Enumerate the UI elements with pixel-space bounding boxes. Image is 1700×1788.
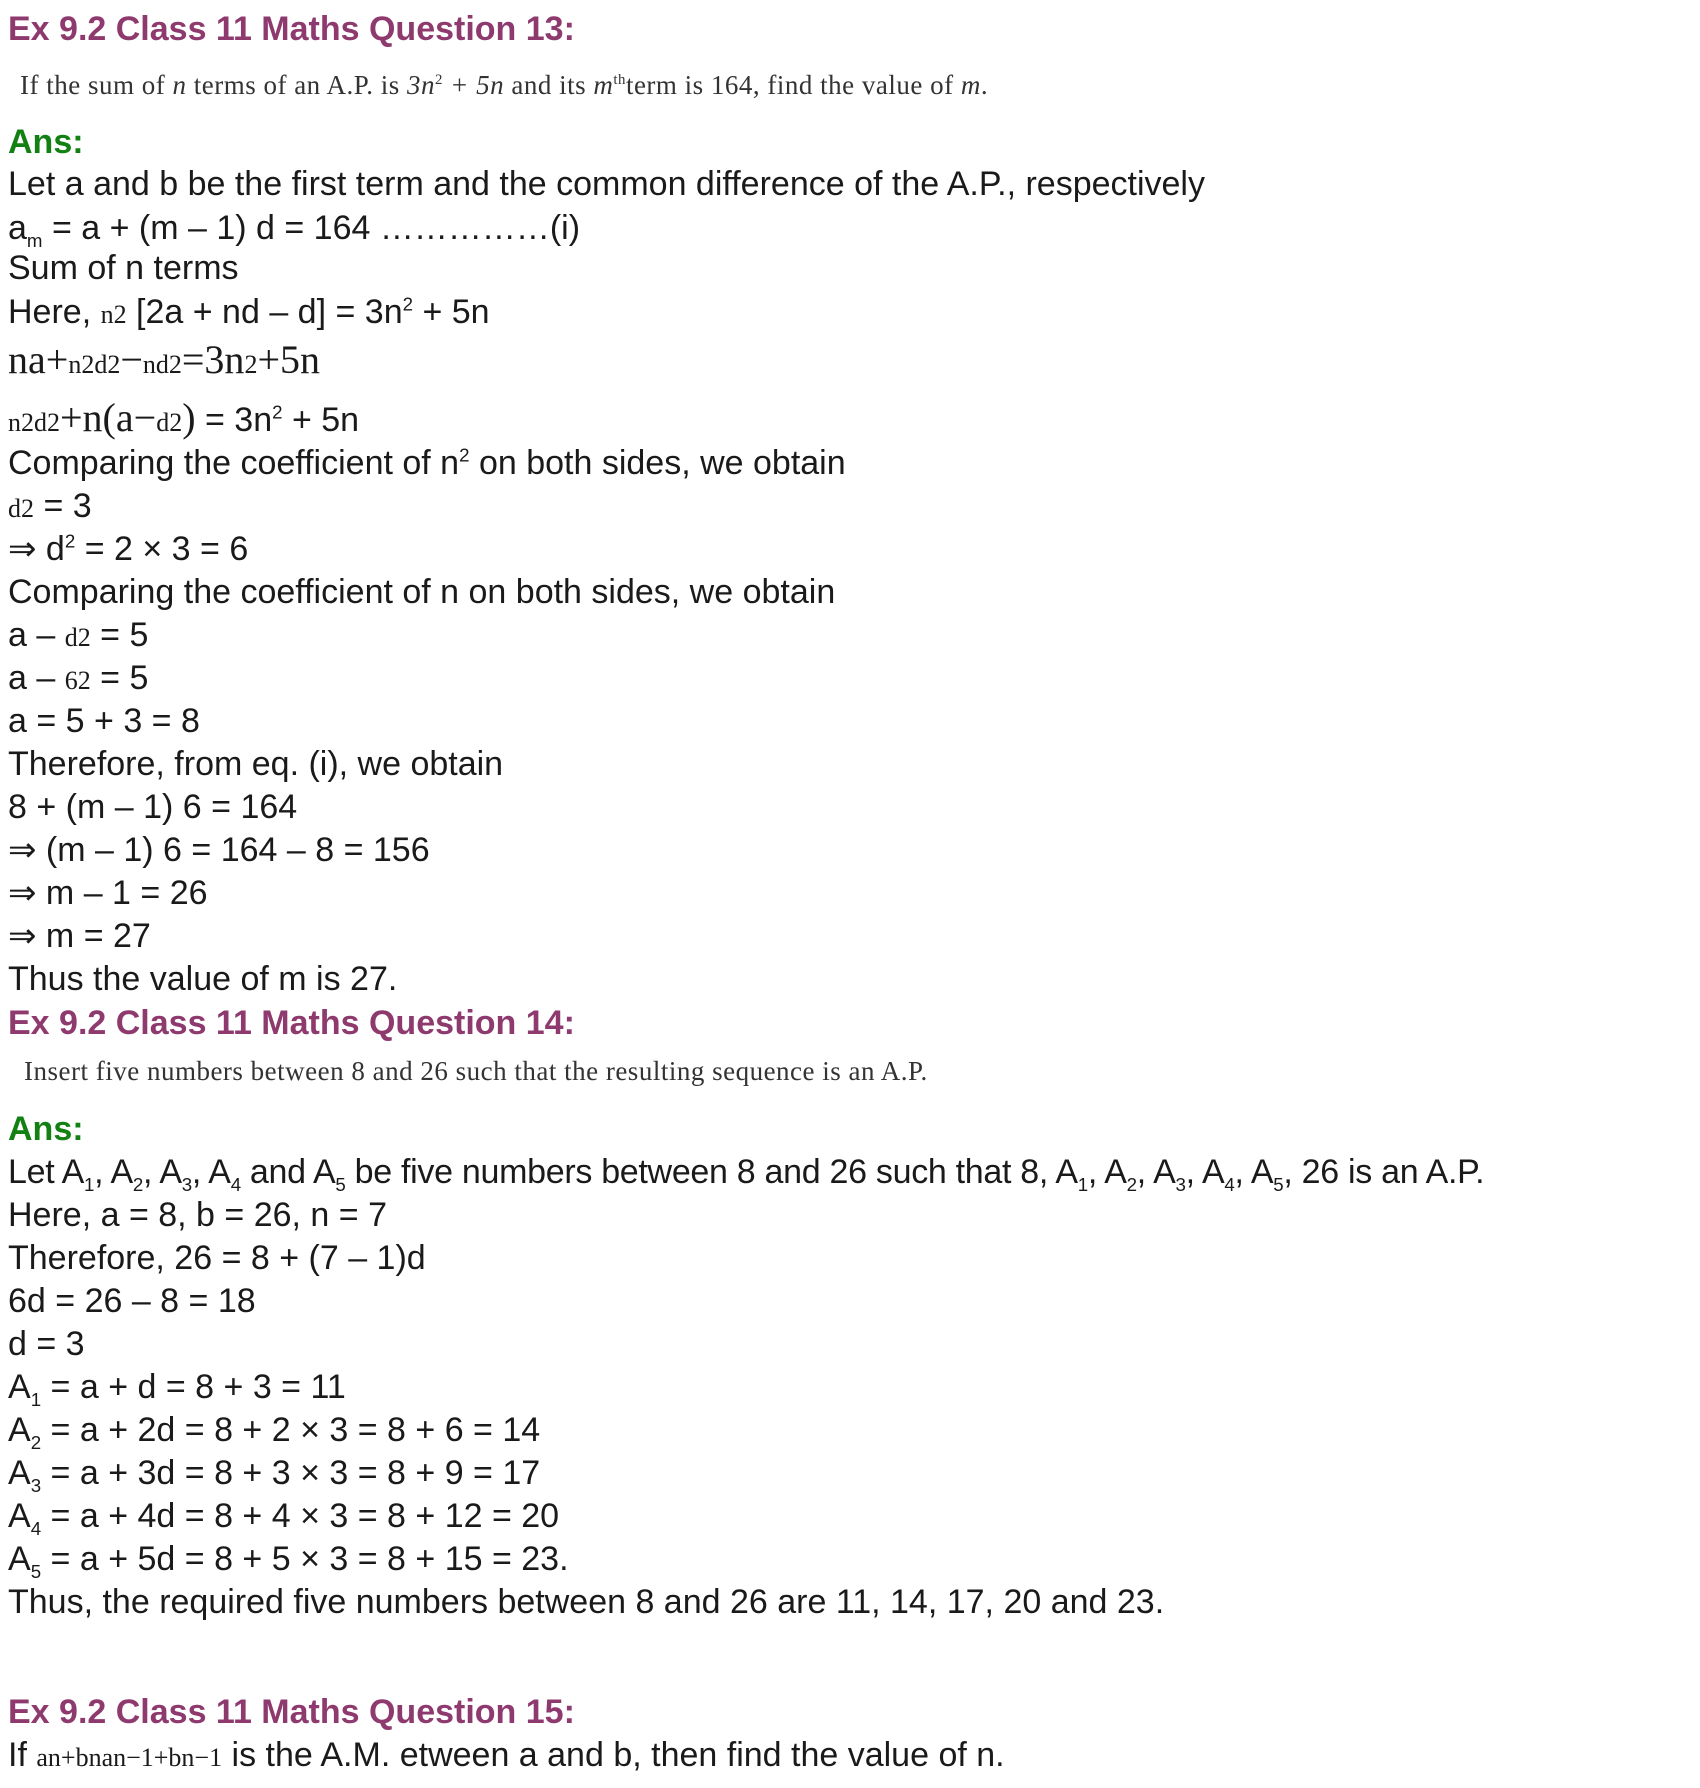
q13-ans-label: Ans: bbox=[8, 123, 84, 161]
q13-text: = 2 × 3 = 6 bbox=[75, 530, 249, 568]
q14-text: A bbox=[8, 1497, 31, 1535]
q13-question-text: and its bbox=[511, 70, 587, 100]
q13-text: = 3 bbox=[34, 487, 92, 525]
q13-subscript: m bbox=[26, 229, 43, 251]
q14-line bbox=[8, 1153, 1485, 1195]
q15-text: If bbox=[8, 1736, 27, 1774]
q14-line: d = 3 bbox=[8, 1325, 85, 1363]
q14-line: Here, a = 8, b = 26, n = 7 bbox=[8, 1196, 387, 1234]
q13-text: Comparing the coefficient of n bbox=[8, 444, 460, 482]
q14-subscript: 2 bbox=[132, 1173, 143, 1195]
q14-text: = a + 3d = 8 + 3 × 3 = 8 + 9 = 17 bbox=[41, 1454, 541, 1492]
q13-text: = 5 bbox=[90, 659, 149, 697]
q14-text: A bbox=[8, 1454, 31, 1492]
q13-line bbox=[8, 395, 360, 440]
q13-question bbox=[20, 72, 988, 99]
q13-line bbox=[8, 295, 490, 329]
q14-subscript: 3 bbox=[1175, 1173, 1186, 1195]
q13-exponent: 2 bbox=[244, 350, 258, 379]
q13-line: a = 5 + 3 = 8 bbox=[8, 702, 200, 740]
q13-question-text: If the sum of bbox=[20, 70, 166, 100]
q13-math: +5n bbox=[257, 337, 320, 382]
q13-text: ⇒ d bbox=[8, 530, 65, 568]
q14-term-line bbox=[8, 1454, 541, 1496]
q13-math: +n(a− bbox=[60, 395, 157, 440]
q14-text: A bbox=[8, 1368, 31, 1406]
q13-text: + 5n bbox=[282, 401, 360, 439]
q13-fraction: d2 bbox=[8, 494, 34, 523]
q13-math: =3n bbox=[181, 337, 245, 382]
q13-text: + 5n bbox=[413, 293, 490, 331]
q15-question bbox=[8, 1738, 1005, 1772]
q14-subscript: 3 bbox=[181, 1173, 192, 1195]
q13-superscript: 2 bbox=[402, 293, 414, 315]
q13-line bbox=[8, 532, 248, 566]
q14-subscript: 2 bbox=[1126, 1173, 1137, 1195]
q13-fraction: n2d2 bbox=[68, 350, 121, 379]
q15-heading: Ex 9.2 Class 11 Maths Question 15: bbox=[8, 1693, 575, 1731]
q13-text: = 5 bbox=[90, 616, 149, 654]
q13-superscript: 2 bbox=[272, 401, 283, 423]
q13-question-exponent: 2 bbox=[434, 72, 443, 88]
q13-text: = a + (m – 1) d = 164 ……………(i) bbox=[42, 209, 581, 247]
q14-question: Insert five numbers between 8 and 26 such that the resulting sequence is an A.P. bbox=[24, 1056, 928, 1086]
q13-math: − bbox=[120, 337, 143, 382]
q14-text: , 26 is an A.P. bbox=[1283, 1153, 1485, 1191]
q13-question-var: m bbox=[593, 70, 614, 100]
q13-question-text: . bbox=[980, 70, 989, 100]
q13-fraction: d2 bbox=[64, 623, 91, 652]
q14-text: = a + 2d = 8 + 2 × 3 = 8 + 6 = 14 bbox=[41, 1411, 541, 1449]
q13-text: a – bbox=[8, 616, 56, 654]
q14-subscript: 4 bbox=[230, 1173, 241, 1195]
q14-line: 6d = 26 – 8 = 18 bbox=[8, 1282, 256, 1320]
q13-line: Let a and b be the first term and the common difference of the A.P., respectively bbox=[8, 165, 1205, 203]
q13-question-expr: + 5n bbox=[450, 70, 505, 100]
q14-text: , A bbox=[1087, 1153, 1127, 1191]
q13-line: 8 + (m – 1) 6 = 164 bbox=[8, 788, 298, 826]
q13-fraction: d2 bbox=[156, 408, 183, 437]
q14-subscript: 5 bbox=[30, 1560, 42, 1582]
q14-text: , A bbox=[143, 1153, 182, 1191]
q13-line bbox=[8, 489, 92, 523]
q13-fraction: 62 bbox=[64, 666, 91, 695]
q13-fraction: n2d2 bbox=[8, 408, 60, 437]
q13-question-text: term is 164, find the value of bbox=[625, 70, 954, 100]
q13-line: Comparing the coefficient of n on both sides, we obtain bbox=[8, 573, 836, 611]
q13-fraction: nd2 bbox=[142, 350, 182, 379]
q13-question-text: terms of an A.P. is bbox=[193, 70, 400, 100]
q13-math: na+ bbox=[8, 337, 69, 382]
q13-line bbox=[8, 661, 148, 695]
q14-line: Thus, the required five numbers between 8 and 26 are 11, 14, 17, 20 and 23. bbox=[8, 1583, 1165, 1621]
q14-text: A bbox=[8, 1411, 31, 1449]
q14-subscript: 1 bbox=[1077, 1173, 1088, 1195]
q14-text: A bbox=[8, 1540, 31, 1578]
q13-line: ⇒ m – 1 = 26 bbox=[8, 874, 208, 912]
q14-term-line bbox=[8, 1497, 560, 1539]
q14-text: , A bbox=[94, 1153, 133, 1191]
q14-text: , A bbox=[1185, 1153, 1225, 1191]
q13-question-expr: 3n bbox=[406, 70, 435, 100]
q13-heading: Ex 9.2 Class 11 Maths Question 13: bbox=[8, 10, 575, 48]
q13-text: a – bbox=[8, 659, 56, 697]
q13-text: a bbox=[8, 209, 27, 247]
q14-text: = a + d = 8 + 3 = 11 bbox=[41, 1368, 346, 1406]
q13-line bbox=[8, 618, 148, 652]
q14-subscript: 5 bbox=[1273, 1173, 1284, 1195]
q13-text: on both sides, we obtain bbox=[469, 444, 846, 482]
q13-text: [2a + nd – d] = 3n bbox=[136, 293, 403, 331]
q14-text: , A bbox=[1234, 1153, 1274, 1191]
q15-expression: an+bnan−1+bn−1 bbox=[36, 1743, 223, 1772]
q13-line bbox=[8, 337, 320, 382]
q13-line: Thus the value of m is 27. bbox=[8, 960, 398, 998]
q14-text: , A bbox=[191, 1153, 231, 1191]
q13-math: ) bbox=[182, 395, 196, 440]
q13-text: Here, bbox=[8, 293, 92, 331]
q13-question-superscript: th bbox=[613, 72, 626, 88]
q14-subscript: 4 bbox=[30, 1517, 42, 1539]
q14-heading: Ex 9.2 Class 11 Maths Question 14: bbox=[8, 1004, 575, 1042]
q14-subscript: 4 bbox=[1224, 1173, 1235, 1195]
q15-text: is the A.M. etween a and b, then find the value of n. bbox=[222, 1736, 1005, 1774]
q14-text: be five numbers between 8 and 26 such that 8, A bbox=[345, 1153, 1078, 1191]
q13-question-var: n bbox=[172, 70, 187, 100]
q14-text: = a + 5d = 8 + 5 × 3 = 8 + 15 = 23. bbox=[41, 1540, 569, 1578]
q14-text: = a + 4d = 8 + 4 × 3 = 8 + 12 = 20 bbox=[41, 1497, 560, 1535]
q13-line bbox=[8, 209, 581, 251]
q13-superscript: 2 bbox=[64, 530, 76, 552]
q14-subscript: 1 bbox=[30, 1388, 42, 1410]
q14-subscript: 1 bbox=[84, 1173, 95, 1195]
q14-text: Let A bbox=[8, 1153, 85, 1191]
q14-subscript: 2 bbox=[30, 1431, 42, 1453]
q13-line bbox=[8, 446, 846, 480]
q14-text: , A bbox=[1136, 1153, 1176, 1191]
q13-question-var: m bbox=[960, 70, 981, 100]
q14-term-line bbox=[8, 1411, 541, 1453]
q13-line: Sum of n terms bbox=[8, 249, 239, 287]
q13-line: ⇒ (m – 1) 6 = 164 – 8 = 156 bbox=[8, 831, 430, 869]
q13-superscript: 2 bbox=[459, 444, 470, 466]
q13-text: = 3n bbox=[195, 401, 273, 439]
q14-ans-label: Ans: bbox=[8, 1110, 84, 1148]
q14-subscript: 3 bbox=[30, 1474, 42, 1496]
q13-line: Therefore, from eq. (i), we obtain bbox=[8, 745, 504, 783]
q14-subscript: 5 bbox=[335, 1173, 346, 1195]
q13-fraction: n2 bbox=[100, 300, 127, 329]
q13-line: ⇒ m = 27 bbox=[8, 917, 151, 955]
q14-text: and A bbox=[240, 1153, 336, 1191]
q14-line: Therefore, 26 = 8 + (7 – 1)d bbox=[8, 1239, 426, 1277]
q14-term-line bbox=[8, 1368, 346, 1410]
q14-term-line bbox=[8, 1540, 569, 1582]
